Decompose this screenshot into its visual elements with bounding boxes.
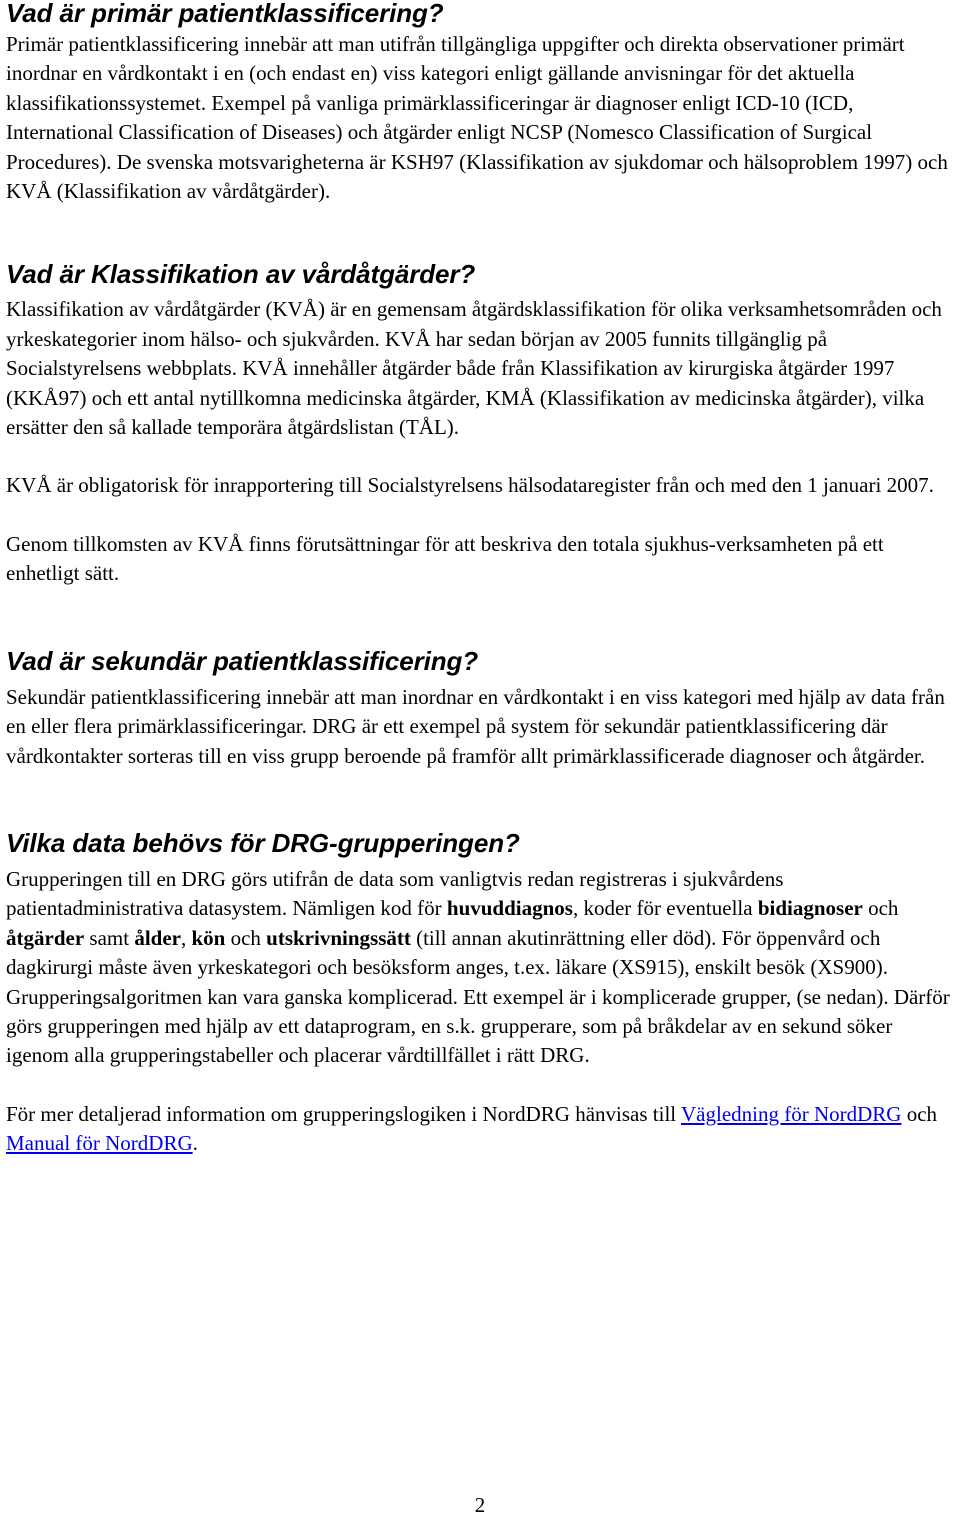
page-number: 2 (474, 1493, 486, 1517)
paragraph-drg-data (6, 865, 954, 1071)
page-content (6, 0, 954, 1159)
paragraph-more-info (6, 1100, 954, 1159)
bold-kon: kön (191, 925, 226, 950)
bold-atgarder: åtgärder (6, 925, 85, 950)
link-vagledning-norddrg[interactable]: Vägledning för NordDRG (681, 1101, 902, 1126)
paragraph-kva-mandatory: KVÅ är obligatorisk för inrapportering till Socialstyrelsens hälsodataregister från och med den 1 januari 2007. (6, 473, 934, 498)
heading-primary-classification: Vad är primär patientklassificering? (6, 0, 444, 28)
text: Grupperingen till en DRG görs utifrån de data som vanligtvis redan registreras i sjukvårdens patientadministrativa datasystem. Nämligen kod för (6, 866, 784, 921)
bold-utskrivningssatt: utskrivningssätt (266, 925, 411, 950)
heading-secondary-classification: Vad är sekundär patientklassificering? (6, 645, 479, 676)
heading-kva: Vad är Klassifikation av vårdåtgärder? (6, 259, 476, 290)
bold-alder: ålder (134, 925, 181, 950)
text: För mer detaljerad information om grupperingslogiken i NordDRG hänvisas till (6, 1101, 681, 1126)
bold-bidiagnoser: bidiagnoser (757, 896, 863, 921)
text: . (192, 1131, 198, 1156)
paragraph-secondary-classification: Sekundär patientklassificering innebär att man inordnar en vårdkontakt i en viss kategori med hjälp av data från en eller flera primärklassificeringar. DRG är ett exempel på system för sekundär patientklassificering där vårdkontakter sorteras till en viss grupp beroende på framför allt primärklassificerade diagnoser och åtgärder. (6, 684, 945, 768)
paragraph-kva-definition: Klassifikation av vårdåtgärder (KVÅ) är en gemensam åtgärdsklassifikation för olika verksamhetsområden och yrkeskategorier inom hälso- och sjukvården. KVÅ har sedan början av 2005 funnits tillgänglig på Socialstyrelsens webbplats. KVÅ innehåller åtgärder både från Klassifikation av kirurgiska åtgärder 1997 (KKÅ97) och ett antal nytillkomna medicinska åtgärder, KMÅ (Klassifikation av medicinska åtgärder), vilka ersätter den så kallade temporära åtgärdslistan (TÅL). (6, 297, 942, 440)
heading-drg-data: Vilka data behövs för DRG-grupperingen? (6, 827, 520, 858)
text: samt (84, 925, 135, 950)
bold-huvuddiagnos: huvuddiagnos (446, 896, 573, 921)
paragraph-kva-hospital: Genom tillkomsten av KVÅ finns förutsättningar för att beskriva den totala sjukhus-verksamheten på ett enhetligt sätt. (6, 531, 884, 586)
paragraph-primary-classification: Primär patientklassificering innebär att man utifrån tillgängliga uppgifter och direkta observationer primärt inordnar en vårdkontakt i en (och endast en) viss kategori enligt gällande anvisningar för det aktuella klassifikationssystemet. Exempel på vanliga primärklassificeringar är diagnoser enligt ICD-10 (ICD, International Classification of Diseases) och åtgärder enligt NCSP (Nomesco Classification of Surgical Procedures). De svenska motsvarigheterna är KSH97 (Klassifikation av sjukdomar och hälsoproblem 1997) och KVÅ (Klassifikation av vårdåtgärder). (6, 32, 948, 204)
text: och (901, 1101, 938, 1126)
text: och (225, 925, 267, 950)
text: , (180, 925, 192, 950)
text: och (862, 896, 899, 921)
text: (till annan akutinrättning eller död). För öppenvård och dagkirurgi måste även yrkeskategori och besöksform anges, t.ex. läkare (XS915), enskilt besök (XS900). Grupperingsalgoritmen kan vara ganska komplicerad. Ett exempel är i komplicerade grupper, (se nedan). Därför görs grupperingen med hjälp av ett dataprogram, en s.k. grupperare, som på bråkdelar av en sekund söker igenom alla grupperingstabeller och placerar vårdtillfället i rätt DRG. (6, 925, 950, 1068)
text: , koder för eventuella (572, 896, 758, 921)
link-manual-norddrg[interactable]: Manual för NordDRG (6, 1131, 193, 1156)
